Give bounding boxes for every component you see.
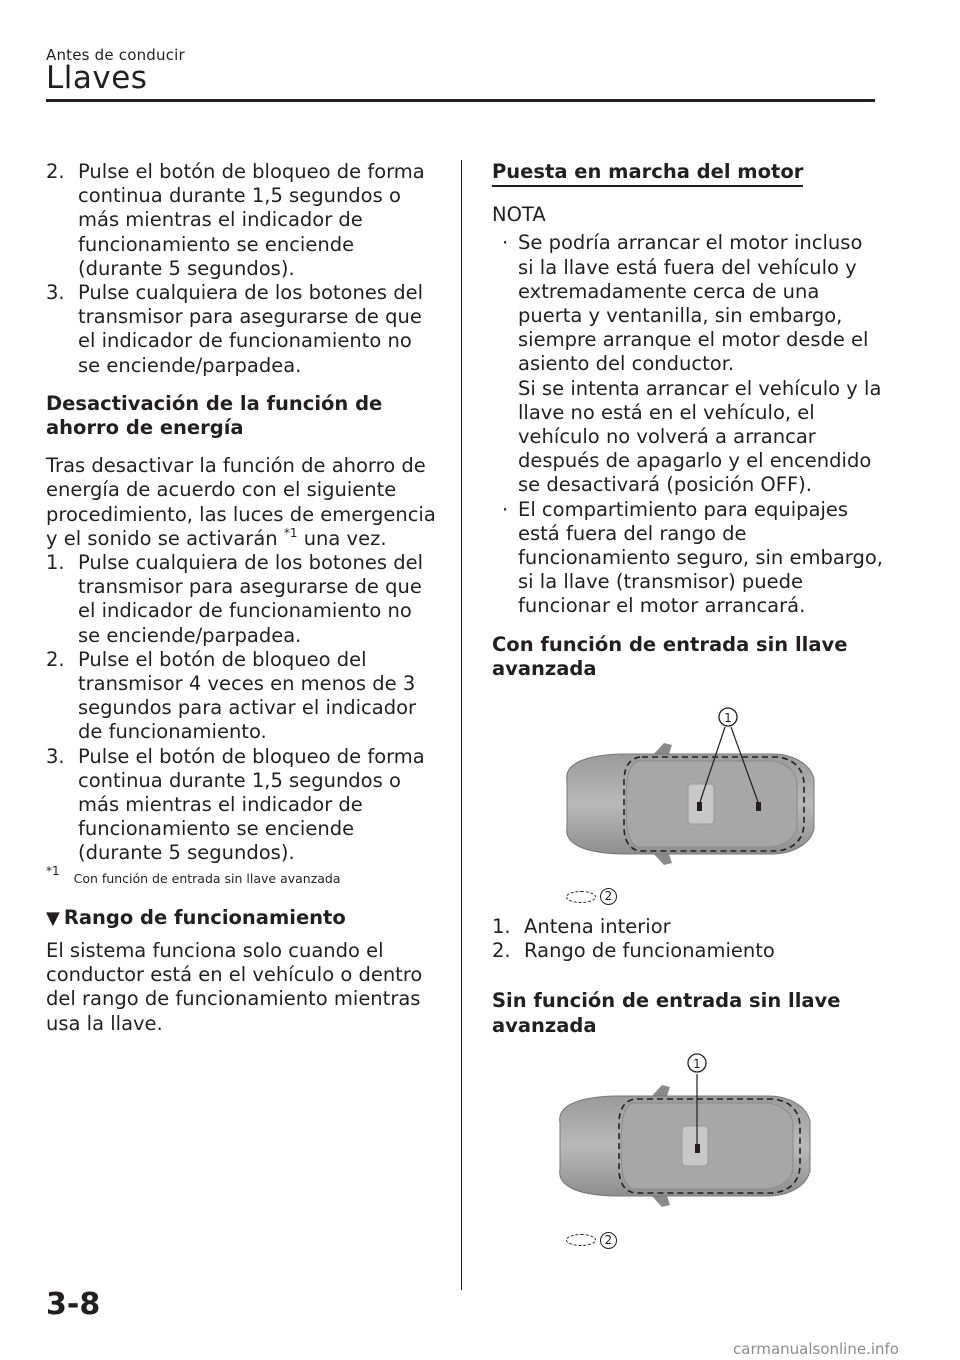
car-range-figure-standard bbox=[492, 1038, 884, 1238]
watermark: carmanualsonline.info bbox=[733, 1340, 899, 1358]
list-item-number: 1. bbox=[46, 551, 65, 575]
footnote-reference: *1 bbox=[283, 525, 298, 540]
range-text: El sistema funciona solo cuando el conductor está en el vehículo o dentro del rango de funcionamiento mientras usa la llave. bbox=[46, 938, 423, 1035]
deactivation-heading: Desactivación de la función de ahorro de energía bbox=[46, 391, 383, 440]
deactivation-intro bbox=[46, 454, 438, 551]
deactivation-intro-end: una vez. bbox=[303, 526, 387, 550]
left-column bbox=[46, 160, 438, 1036]
footnote-text: Con función de entrada sin llave avanzada bbox=[73, 870, 341, 886]
range-heading bbox=[46, 906, 438, 931]
header-section-label: Antes de conducir bbox=[46, 46, 185, 64]
legend-item-text: Antena interior bbox=[524, 915, 671, 939]
bullet-dot: · bbox=[502, 497, 509, 521]
note-bullet bbox=[492, 231, 884, 497]
list-item-number: 2. bbox=[46, 160, 65, 183]
list-item-number: 2. bbox=[46, 647, 65, 671]
with-advanced-keyless-heading: Con función de entrada sin llave avanzada bbox=[492, 632, 848, 680]
car-top-view-illustration bbox=[492, 681, 884, 896]
list-item-text: Pulse cualquiera de los botones del transmisor para asegurarse de que el indicador de funcionamiento no se enciende/parpadea. bbox=[78, 281, 423, 377]
column-divider bbox=[461, 160, 462, 1290]
page-number: 3-8 bbox=[46, 1287, 101, 1322]
footnote bbox=[46, 863, 438, 888]
list-item bbox=[46, 648, 438, 745]
callout-1: 1 bbox=[693, 1056, 701, 1071]
list-item-text: Pulse el botón de bloqueo de forma continua durante 1,5 segundos o más mientras el indicador de funcionamiento se enciende (durante 5 segundos). bbox=[78, 160, 425, 280]
note-label: NOTA bbox=[492, 203, 546, 227]
bullet-text-line: Se podría arrancar el motor incluso si la llave está fuera del vehículo y extremadamente cerca de una puerta y ventanilla, sin embargo, siempre arranque el motor desde el asiento del conductor. bbox=[518, 231, 869, 376]
list-item-text: Pulse el botón de bloqueo del transmisor 4 veces en menos de 3 segundos para activar el indicador de funcionamiento. bbox=[78, 647, 417, 744]
page-title: Llaves bbox=[46, 60, 148, 96]
list-item-number: 3. bbox=[46, 281, 65, 305]
callout-1: 1 bbox=[724, 711, 732, 726]
legend-item-text: Rango de funcionamiento bbox=[524, 939, 775, 963]
list-item-number: 3. bbox=[46, 744, 65, 768]
list-item bbox=[46, 160, 438, 281]
callout-2: 2 bbox=[600, 888, 617, 905]
footnote-mark: *1 bbox=[46, 863, 60, 878]
note-bullet bbox=[492, 498, 884, 619]
callout-2: 2 bbox=[600, 1232, 617, 1249]
right-column bbox=[492, 160, 884, 1249]
header-divider bbox=[46, 99, 875, 102]
list-item bbox=[46, 281, 438, 378]
legend-item-number: 1. bbox=[492, 915, 511, 939]
list-item bbox=[46, 745, 438, 866]
list-item-text: Pulse el botón de bloqueo de forma continua durante 1,5 segundos o más mientras el indicador de funcionamiento se enciende (durante 5 segundos). bbox=[78, 744, 425, 865]
range-heading-text: Rango de funcionamiento bbox=[63, 905, 346, 929]
triangle-down-icon: ▼ bbox=[46, 907, 60, 929]
legend-item bbox=[492, 939, 884, 963]
bullet-dot: · bbox=[502, 231, 509, 255]
car-top-view-illustration bbox=[492, 1038, 884, 1238]
legend-item bbox=[492, 915, 884, 939]
bullet-text: El compartimiento para equipajes está fuera del rango de funcionamiento seguro, sin embargo, si la llave (transmisor) puede funcionar el motor arrancará. bbox=[518, 497, 883, 618]
car-range-figure-advanced bbox=[492, 681, 884, 896]
bullet-text bbox=[518, 231, 884, 497]
bullet-text-line: Si se intenta arrancar el vehículo y la llave no está en el vehículo, el vehículo no volverá a arrancar después de apagarlo y el encendido se desactivará (posición OFF). bbox=[518, 376, 882, 497]
legend-item-number: 2. bbox=[492, 939, 511, 963]
deactivation-intro-text: Tras desactivar la función de ahorro de energía de acuerdo con el siguiente procedimiento, las luces de emergencia y el sonido se activarán bbox=[46, 454, 436, 550]
list-item bbox=[46, 551, 438, 648]
list-item-text: Pulse cualquiera de los botones del transmisor para asegurarse de que el indicador de funcionamiento no se enciende/parpadea. bbox=[78, 551, 423, 647]
section-heading: Puesta en marcha del motor bbox=[492, 160, 803, 187]
without-advanced-keyless-heading: Sin función de entrada sin llave avanzada bbox=[492, 989, 841, 1037]
